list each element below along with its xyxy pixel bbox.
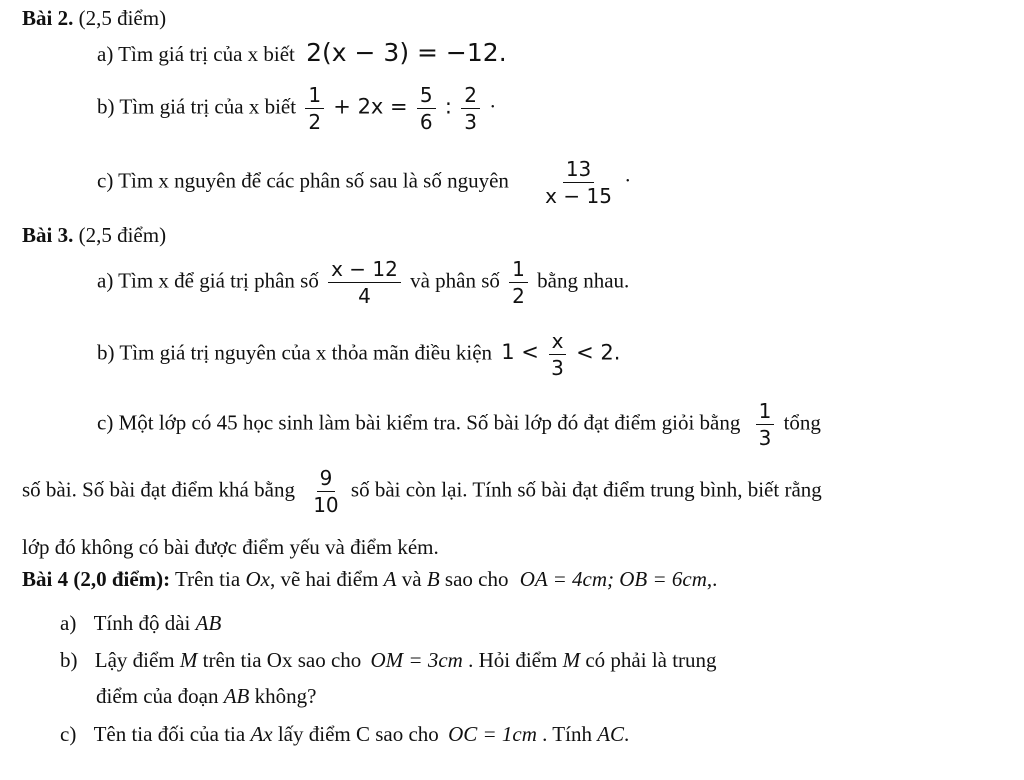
bai4-b-t3: . Hỏi điểm <box>468 648 558 672</box>
bai2-a-expr: 2(x − 3) = −12. <box>306 38 507 67</box>
bai3-a <box>97 258 629 307</box>
bai3-c-line1b: tổng <box>783 410 821 435</box>
bai3-a-text2: và phân số <box>410 268 500 293</box>
bai4-b-line2b: không? <box>254 684 317 708</box>
denominator: x − 15 <box>545 184 612 208</box>
bai4-c-ac: AC <box>597 722 625 746</box>
bai3-c-line2a: số bài. Số bài đạt điểm khá bằng <box>22 477 295 502</box>
bai4-b-t2: trên tia Ox sao cho <box>202 648 362 672</box>
bai2-b-colon: : <box>444 94 452 119</box>
bai4-intro1: Trên tia <box>175 567 241 591</box>
bai4-c <box>60 724 629 745</box>
bai3-c-line2 <box>22 467 822 516</box>
fraction <box>509 258 528 307</box>
bai4-condition-end: ,. <box>706 567 718 591</box>
bai4-b-expr: OM = 3cm <box>370 648 463 672</box>
bai3-points: (2,5 điểm) <box>78 223 167 247</box>
bai4-intro3: sao cho <box>444 567 509 591</box>
bai3-a-text3: bằng nhau. <box>537 268 630 293</box>
bai4-c-t1: Tên tia đối của tia <box>93 722 246 746</box>
bai4-b-m2: M <box>562 648 581 672</box>
denominator: 3 <box>551 356 564 380</box>
numerator: 1 <box>756 400 775 425</box>
bai4-b-line2 <box>96 686 316 707</box>
denominator: 2 <box>308 110 322 134</box>
bai4-c-label: c) <box>60 722 77 746</box>
bai3-title: Bài 3. <box>22 223 74 247</box>
bai4-b-t1: Lậy điểm <box>94 648 175 672</box>
bai4-c-t2: lấy điểm C sao cho <box>277 722 439 746</box>
fraction <box>548 330 567 379</box>
fraction <box>305 84 324 133</box>
numerator: 9 <box>317 467 336 492</box>
numerator: 13 <box>563 158 594 183</box>
denominator: 3 <box>758 426 772 450</box>
fraction <box>461 84 480 133</box>
bai4-title: Bài 4 (2,0 điểm): <box>22 567 171 591</box>
bai4-a <box>60 613 221 634</box>
numerator: 5 <box>417 84 436 109</box>
bai3-c-line1a: c) Một lớp có 45 học sinh làm bài kiểm tra. Số bài lớp đó đạt điểm giỏi bằng <box>97 410 741 435</box>
bai4-b-m: M <box>179 648 198 672</box>
bai4-b-label: b) <box>60 648 78 672</box>
denominator: 3 <box>464 110 477 134</box>
bai3-c-line1 <box>97 400 821 449</box>
denominator: 10 <box>313 493 339 517</box>
bai2-b-end: · <box>489 94 497 119</box>
numerator: 1 <box>305 84 324 109</box>
numerator: 2 <box>461 84 480 109</box>
fraction <box>310 467 341 516</box>
bai2-points: (2,5 điểm) <box>78 6 167 30</box>
bai4-intro2: , vẽ hai điểm <box>269 567 379 591</box>
numerator: 1 <box>509 258 528 283</box>
bai3-c-line3-text: lớp đó không có bài được điểm yếu và điểm kém. <box>22 535 439 559</box>
denominator: 4 <box>358 284 371 308</box>
bai4-heading <box>22 569 717 590</box>
bai4-c-end: . <box>624 722 630 746</box>
bai4-c-t3: . Tính <box>542 722 592 746</box>
bai3-b-post: < 2. <box>576 340 621 365</box>
bai4-b-t4: có phải là trung <box>585 648 717 672</box>
bai4-a-text: Tính độ dài <box>93 611 191 635</box>
fraction <box>542 158 615 207</box>
fraction <box>328 258 401 307</box>
denominator: 2 <box>512 284 525 308</box>
bai2-title: Bài 2. <box>22 6 74 30</box>
fraction <box>756 400 775 449</box>
bai4-b-line2a: điểm của đoạn <box>96 684 219 708</box>
numerator: x <box>549 330 567 355</box>
bai3-c-line3 <box>22 537 439 558</box>
bai4-point-b: B <box>426 567 440 591</box>
bai3-c-line2b: số bài còn lại. Tính số bài đạt điểm trung bình, biết rằng <box>350 477 822 502</box>
bai2-b-mid: + 2x = <box>333 94 408 119</box>
bai3-b-pre: 1 < <box>501 340 539 365</box>
bai4-point-a: A <box>383 567 397 591</box>
bai2-a <box>97 40 507 65</box>
bai4-b-ab: AB <box>223 684 250 708</box>
bai4-a-label: a) <box>60 611 77 635</box>
numerator: x − 12 <box>328 258 401 283</box>
bai4-ox: Ox <box>245 567 270 591</box>
bai2-heading <box>22 8 166 29</box>
bai2-c-end: · <box>624 168 632 193</box>
bai4-c-ax: Ax <box>250 722 273 746</box>
bai3-b <box>97 330 620 379</box>
bai2-b-text: b) Tìm giá trị của x biết <box>97 94 297 119</box>
bai2-c-text: c) Tìm x nguyên để các phân số sau là số nguyên <box>97 168 509 193</box>
bai4-condition: OA = 4cm; OB = 6cm <box>519 567 707 591</box>
bai4-c-expr: OC = 1cm <box>448 722 537 746</box>
bai3-a-text1: a) Tìm x để giá trị phân số <box>97 268 319 293</box>
bai4-va: và <box>401 567 422 591</box>
bai3-heading <box>22 225 166 246</box>
denominator: 6 <box>419 110 433 134</box>
bai2-a-text: a) Tìm giá trị của x biết <box>97 42 295 66</box>
bai3-b-text: b) Tìm giá trị nguyên của x thỏa mãn điều kiện <box>97 340 493 365</box>
fraction <box>417 84 436 133</box>
bai2-c <box>97 158 631 207</box>
bai4-a-var: AB <box>195 611 222 635</box>
bai2-b <box>97 84 496 133</box>
bai4-b-line1 <box>60 650 717 671</box>
